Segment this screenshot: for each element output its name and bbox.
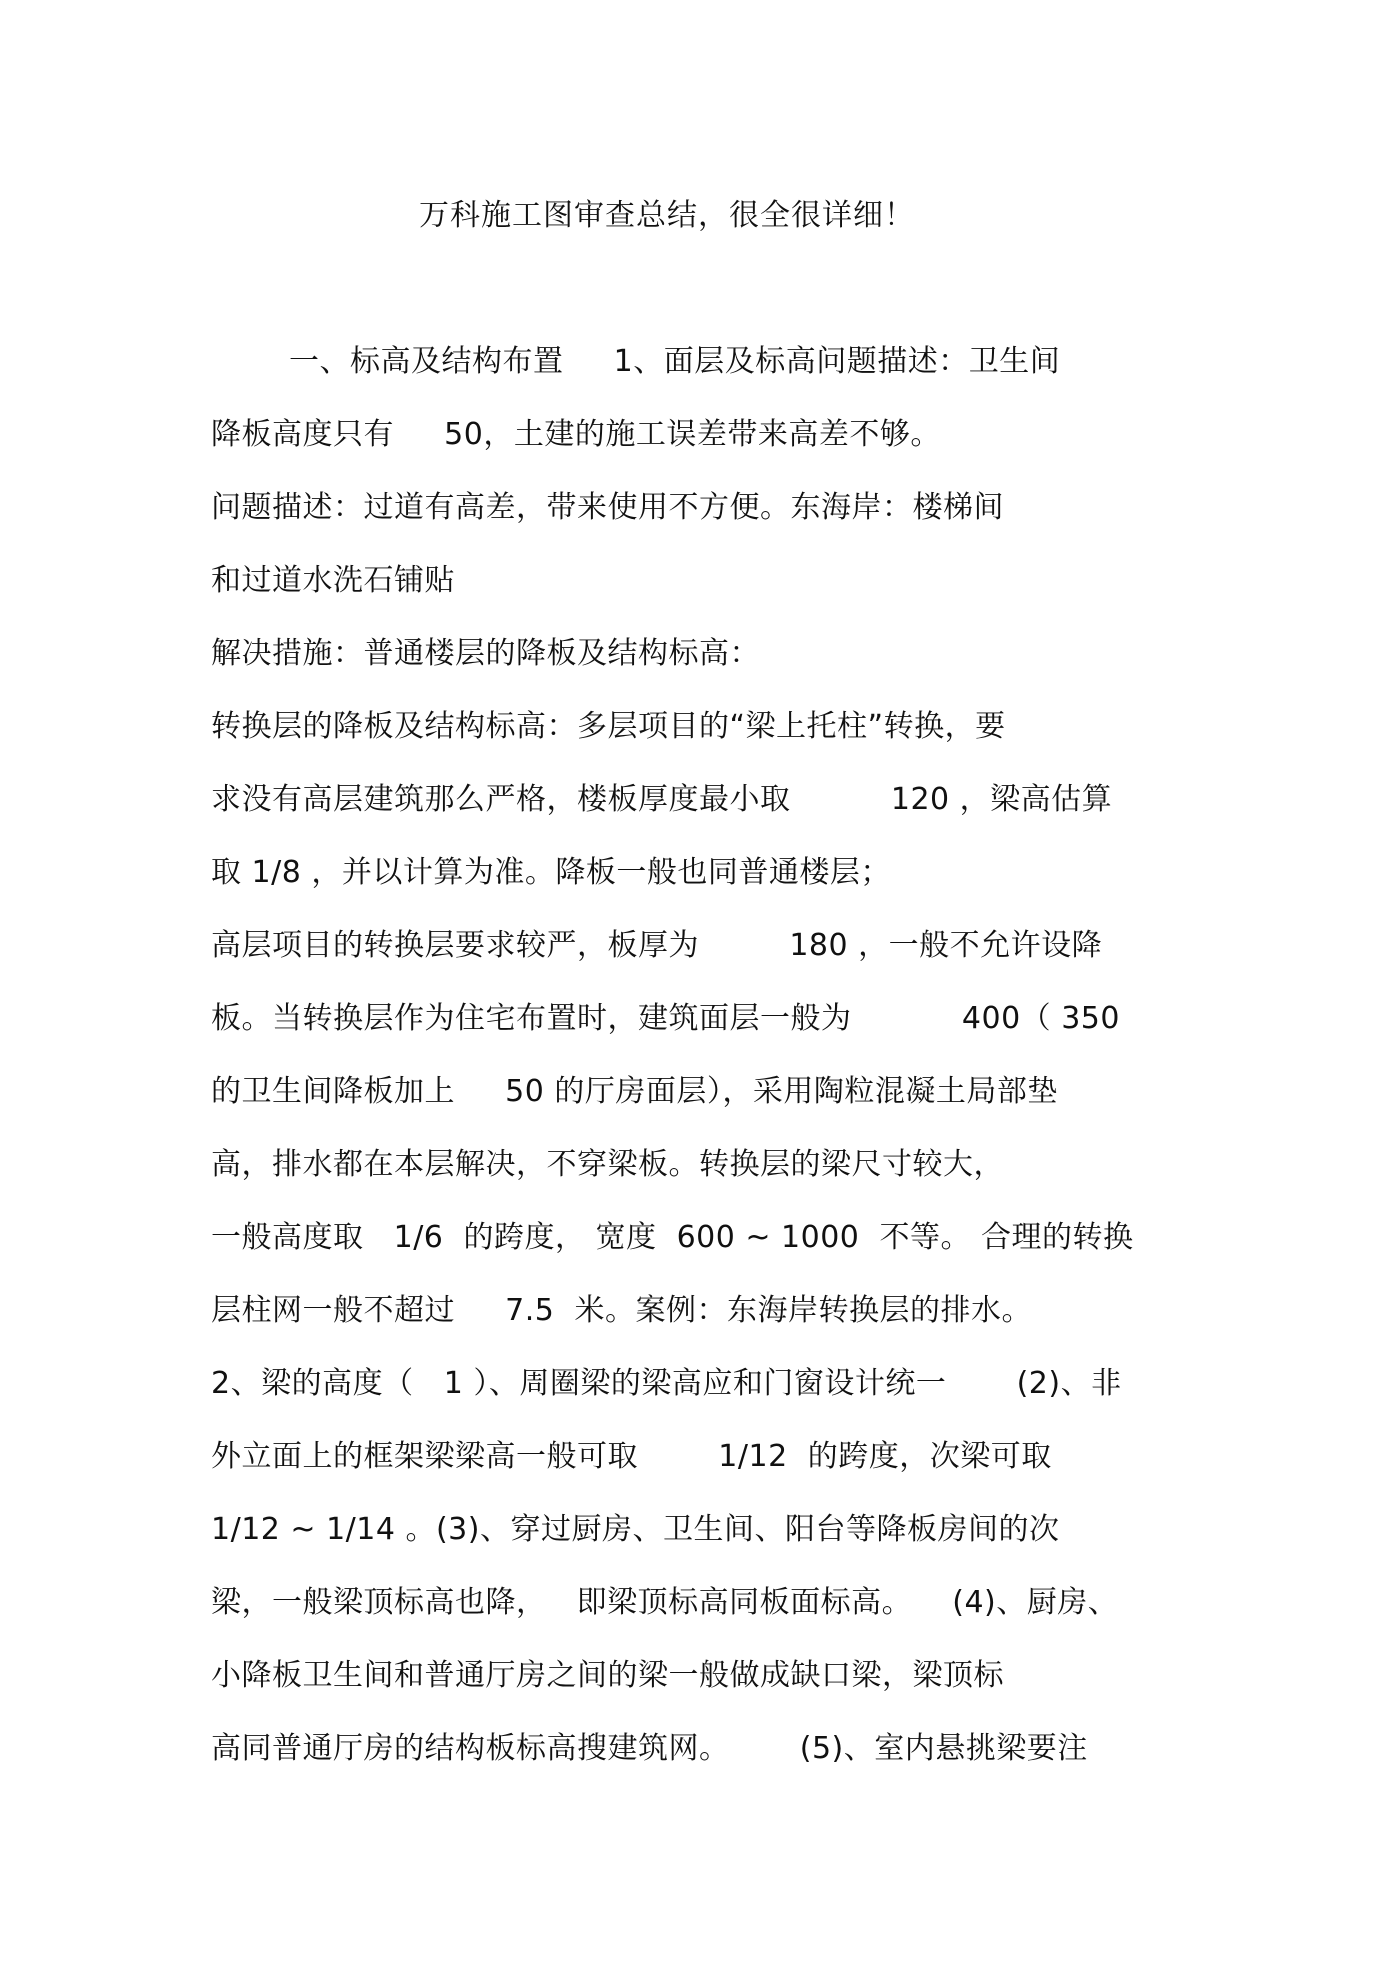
text-line: 的卫生间降板加上 50 的厅房面层），采用陶粒混凝土局部垫 xyxy=(211,1074,1058,1109)
document-body xyxy=(211,336,1211,1796)
text-line: 1/12 ~ 1/14 。(3)、穿过厨房、卫生间、阳台等降板房间的次 xyxy=(211,1512,1060,1547)
text-line: 和过道水洗石铺贴 xyxy=(211,563,455,598)
text-line: 解决措施：普通楼层的降板及结构标高： xyxy=(211,636,760,671)
text-line: 层柱网一般不超过 7.5 米。案例：东海岸转换层的排水。 xyxy=(211,1293,1032,1328)
text-line: 取 1/8 ，并以计算为准。降板一般也同普通楼层； xyxy=(211,855,891,890)
text-line: 小降板卫生间和普通厅房之间的梁一般做成缺口梁，梁顶标 xyxy=(211,1658,1004,1693)
text-line: 一般高度取 1/6 的跨度， 宽度 600 ~ 1000 不等。 合理的转换 xyxy=(211,1220,1134,1255)
text-line: 求没有高层建筑那么严格，楼板厚度最小取 120 ，梁高估算 xyxy=(211,782,1113,817)
text-line: 高层项目的转换层要求较严，板厚为 180 ，一般不允许设降 xyxy=(211,928,1103,963)
text-line: 梁，一般梁顶标高也降， 即梁顶标高同板面标高。 (4)、厨房、 xyxy=(211,1585,1119,1620)
document-title: 万科施工图审查总结，很全很详细！ xyxy=(419,198,915,233)
text-line: 高，排水都在本层解决，不穿梁板。转换层的梁尺寸较大， xyxy=(211,1147,1004,1182)
text-line: 高同普通厅房的结构板标高搜建筑网。 (5)、室内悬挑梁要注 xyxy=(211,1731,1088,1766)
text-line: 板。当转换层作为住宅布置时，建筑面层一般为 400（ 350 xyxy=(211,1001,1120,1036)
text-line: 降板高度只有 50，土建的施工误差带来高差不够。 xyxy=(211,417,941,452)
text-line: 一、标高及结构布置 1、面层及标高问题描述：卫生间 xyxy=(289,344,1061,379)
text-line: 外立面上的框架梁梁高一般可取 1/12 的跨度，次梁可取 xyxy=(211,1439,1052,1474)
text-line: 转换层的降板及结构标高：多层项目的“梁上托柱”转换，要 xyxy=(211,709,1006,744)
text-line: 问题描述：过道有高差，带来使用不方便。东海岸：楼梯间 xyxy=(211,490,1004,525)
text-line: 2、梁的高度（ 1 ）、周圈梁的梁高应和门窗设计统一 (2)、非 xyxy=(211,1366,1122,1401)
